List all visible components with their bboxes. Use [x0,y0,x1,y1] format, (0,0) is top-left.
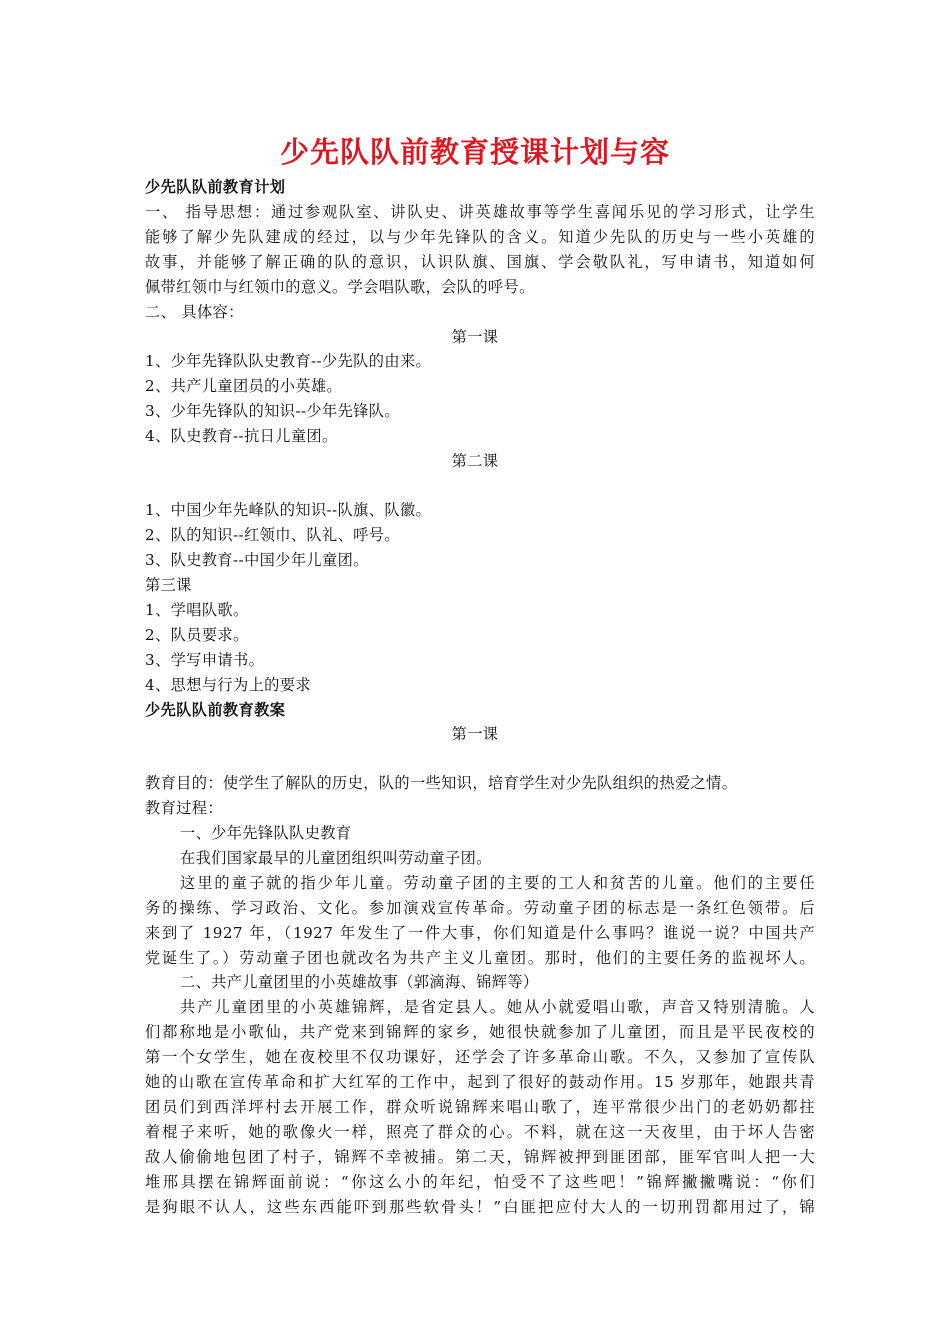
lesson2-item: 2、队的知识--红领巾、队礼、呼号。 [145,526,400,544]
lesson1-heading: 第一课 [451,328,499,346]
para3-line: 着棍子来听，她的歌像火一样，照亮了群众的心。不料，就在这一天夜里，由于坏人告密 [145,1123,815,1141]
para3-line: 堆邢具摆在锦辉面前说：“你这么小的年纪，怕受不了这些吧！”锦辉撇撇嘴说：“你们 [145,1173,815,1191]
para3-line: 团员们到西洋坪村去开展工作，群众听说锦辉来唱山歌了，连平常很少出门的老奶奶都拄 [145,1098,815,1116]
guiding-line-2: 能够了解少先队建成的经过，以与少年先锋队的含义。知道少先队的历史与一些小英雄的 [145,228,815,246]
content-heading: 二、 具体容： [145,303,244,321]
para3-line: 是狗眼不认人，这些东西能吓到那些软骨头！”白匪把应付大人的一切刑罚都用过了，锦 [145,1198,815,1216]
section2-heading: 二、共产儿童团里的小英雄故事（郭滴海、锦辉等） [180,973,539,991]
lesson1-item: 1、少年先锋队队史教育--少先队的由来。 [145,352,432,370]
education-purpose: 教育目的：使学生了解队的历史，队的一些知识，培育学生对少先队组织的热爱之情。 [145,774,738,792]
para3-line: 共产儿童团里的小英雄锦辉，是省定县人。她从小就爱唱山歌，声音又特别清脆。人 [180,998,815,1016]
section1-heading: 一、少年先锋队队史教育 [180,824,352,842]
guiding-line-4: 佩带红领巾与红领巾的意义。学会唱队歌，会队的呼号。 [145,278,535,296]
para2-line: 党诞生了。）劳动童子团也就改名为共产主义儿童团。那时，他们的主要任务的监视坏人。 [145,949,815,967]
lesson1b-heading: 第一课 [451,725,499,743]
guiding-line-1: 一、 指导思想：通过参观队室、讲队史、讲英雄故事等学生喜闻乐见的学习形式，让学生 [145,203,815,221]
education-process: 教育过程： [145,799,223,817]
para3-line: 第一个女学生，她在夜校里不仅功课好，还学会了许多革命山歌。不久，又参加了宣传队 [145,1048,815,1066]
para3-line: 们都称地是小歌仙，共产党来到锦辉的家乡，她很快就参加了儿童团，而且是平民夜校的 [145,1023,815,1041]
para3-line: 敌人偷偷地包团了村子，锦辉不幸被捕。第二天，锦辉被押到匪团部，匪军官叫人把一大 [145,1148,815,1166]
para1: 在我们国家最早的儿童团组织叫劳动童子团。 [180,849,492,867]
lesson3-item: 3、学写申请书。 [145,651,265,669]
document-title: 少先队队前教育授课计划与容 [279,135,670,169]
lesson2-item: 3、队史教育--中国少年儿童团。 [145,551,369,569]
lesson3-heading: 第三课 [145,576,192,594]
para2-line: 这里的童子就的指少年儿童。劳动童子团的主要的工人和贫苦的儿童。他们的主要任 [180,874,815,892]
lesson1-item: 3、少年先锋队的知识--少年先锋队。 [145,402,400,420]
lesson3-item: 4、思想与行为上的要求 [145,676,311,694]
lesson1-item: 2、共产儿童团员的小英雄。 [145,377,343,395]
plan2-heading: 少先队队前教育教案 [145,701,286,719]
guiding-line-3: 故事，并能够了解正确的队的意识，认识队旗、国旗、学会敬队礼，写申请书，知道如何 [145,253,815,271]
lesson2-heading: 第二课 [451,452,499,470]
lesson2-item: 1、中国少年先峰队的知识--队旗、队徽。 [145,501,432,519]
para2-line: 来到了 1927 年，（1927 年发生了一件大事，你们知道是什么事吗？谁说一说？中国共产 [145,924,815,942]
plan-heading: 少先队队前教育计划 [145,178,286,196]
lesson1-item: 4、队史教育--抗日儿童团。 [145,427,338,445]
lesson3-item: 1、学唱队歌。 [145,601,249,619]
para2-line: 务的操练、学习政治、文化。参加演戏宣传革命。劳动童子团的标志是一条红色领带。后 [145,899,815,917]
lesson3-item: 2、队员要求。 [145,626,249,644]
para3-line: 她的山歌在宣传革命和扩大红军的工作中，起到了很好的鼓动作用。15 岁那年，她跟共青 [145,1073,815,1091]
